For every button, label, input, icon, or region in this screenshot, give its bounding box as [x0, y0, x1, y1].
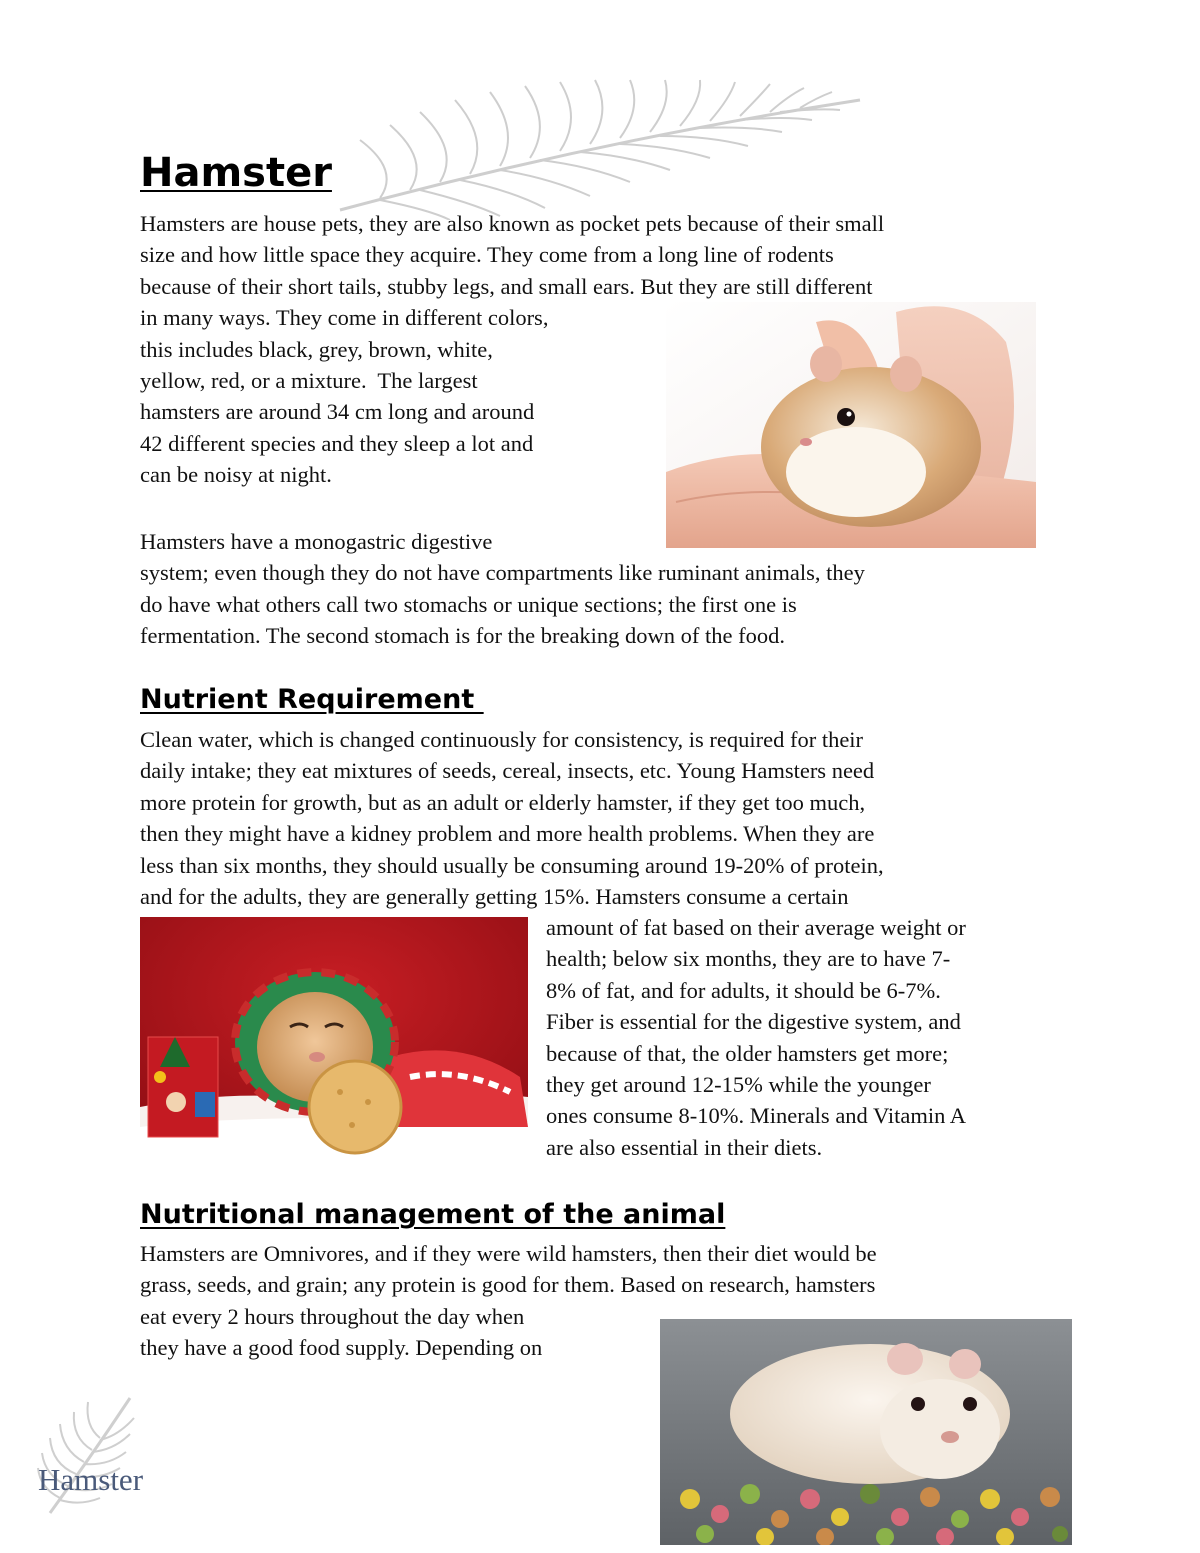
- nutritional-management-heading: Nutritional management of the animal: [140, 1199, 726, 1230]
- text-line: Clean water, which is changed continuously for consistency, is required for their: [140, 727, 864, 752]
- text-line: eat every 2 hours throughout the day when: [140, 1303, 525, 1329]
- text-line: because of that, the older hamsters get more;: [546, 1040, 949, 1066]
- nutrient-paragraph-continued: [546, 912, 966, 1163]
- feather-icon: [30, 1388, 150, 1518]
- text-line: Hamsters are Omnivores, and if they were wild hamsters, then their diet would be: [140, 1241, 877, 1266]
- text-line: Fiber is essential for the digestive system, and: [546, 1009, 961, 1035]
- text-line: are also essential in their diets.: [546, 1134, 823, 1160]
- hamster-in-hand-photo: [666, 302, 1036, 548]
- hamster-eating-pellets-photo: [660, 1319, 1072, 1545]
- feather-icon: [320, 60, 880, 220]
- nutrient-requirement-heading: Nutrient Requirement: [140, 684, 484, 715]
- text-line: system; even though they do not have compartments like ruminant animals, they: [140, 560, 865, 586]
- text-line: health; below six months, they are to have 7-: [546, 946, 951, 972]
- text-line: size and how little space they acquire. They come from a long line of rodents: [140, 242, 834, 268]
- text-line: do have what others call two stomachs or unique sections; the first one is: [140, 591, 797, 617]
- footer-label: Hamster: [38, 1462, 144, 1497]
- text-line: ones consume 8-10%. Minerals and Vitamin A: [546, 1103, 967, 1129]
- nutrient-paragraph: [140, 724, 884, 912]
- text-line: in many ways. They come in different colors,: [140, 305, 549, 331]
- text-line: amount of fat based on their average weight or: [546, 915, 966, 940]
- text-line: then they might have a kidney problem and more health problems. When they are: [140, 821, 875, 847]
- text-line: Hamsters have a monogastric digestive: [140, 529, 493, 554]
- text-line: they have a good food supply. Depending on: [140, 1335, 543, 1361]
- digestive-paragraph: [140, 526, 865, 652]
- text-line: daily intake; they eat mixtures of seeds, cereal, insects, etc. Young Hamsters need: [140, 758, 875, 784]
- text-line: hamsters are around 34 cm long and around: [140, 399, 535, 425]
- text-line: can be noisy at night.: [140, 462, 332, 488]
- text-line: yellow, red, or a mixture. The largest: [140, 368, 478, 394]
- text-line: 8% of fat, and for adults, it should be 6-7%.: [546, 977, 941, 1003]
- text-line: this includes black, grey, brown, white,: [140, 336, 493, 362]
- text-line: they get around 12-15% while the younger: [546, 1072, 931, 1098]
- text-line: less than six months, they should usually be consuming around 19-20% of protein,: [140, 852, 884, 878]
- text-line: and for the adults, they are generally getting 15%. Hamsters consume a certain: [140, 884, 849, 910]
- hamster-eating-cookie-photo: [140, 917, 528, 1173]
- text-line: grass, seeds, and grain; any protein is good for them. Based on research, hamsters: [140, 1272, 876, 1298]
- text-line: fermentation. The second stomach is for the breaking down of the food.: [140, 623, 786, 649]
- text-line: 42 different species and they sleep a lot and: [140, 430, 534, 456]
- page-title: Hamster: [140, 150, 332, 196]
- text-line: because of their short tails, stubby legs, and small ears. But they are still different: [140, 273, 873, 299]
- text-line: Hamsters are house pets, they are also known as pocket pets because of their small: [140, 211, 885, 236]
- text-line: more protein for growth, but as an adult or elderly hamster, if they get too much,: [140, 789, 866, 815]
